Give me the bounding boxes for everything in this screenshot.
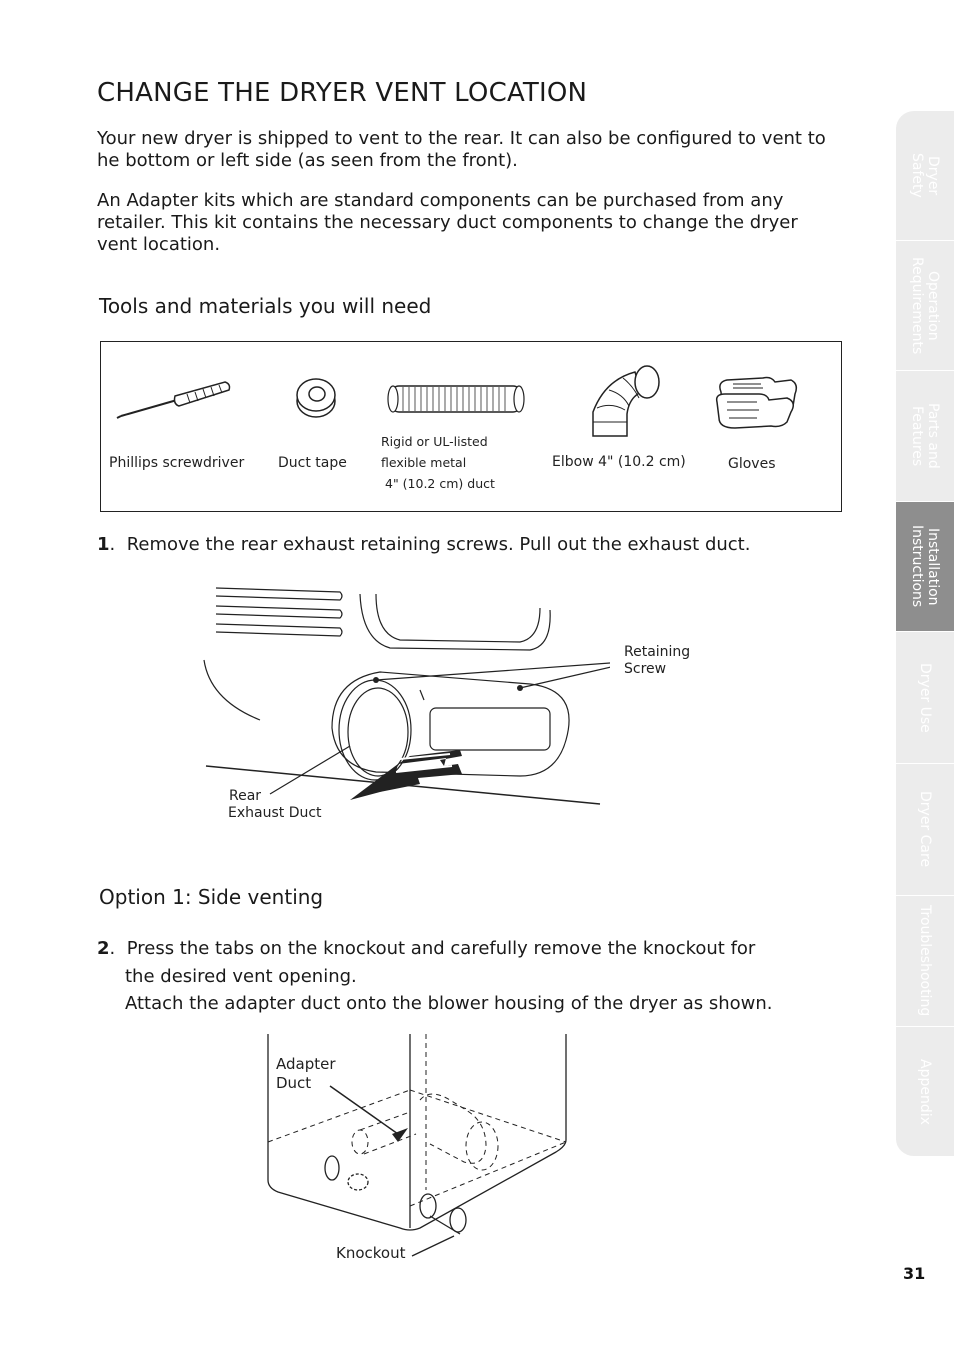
tab-dryer-safety[interactable] (896, 111, 954, 241)
tab-dryer-use-label: Dryer Use (917, 662, 933, 733)
tab-dryer-use[interactable] (896, 632, 954, 764)
step-1-text: Remove the rear exhaust retaining screws. Pull out the exhaust duct. (126, 534, 751, 555)
page-number: 31 (903, 1264, 926, 1283)
screwdriver-icon (115, 378, 245, 422)
flexible-duct-icon (385, 382, 527, 416)
rear-exhaust-label-1: Rear (229, 788, 262, 804)
adapter-duct-callout (276, 1055, 336, 1093)
tools-box (100, 341, 842, 512)
tab-parts-and-features[interactable] (896, 371, 954, 502)
tool-elbow-label: Elbow 4" (10.2 cm) (552, 454, 686, 470)
step-2: 2. Press the tabs on the knockout and carefully remove the knockout for the desired vent opening. Attach the adapter duct onto the blower housing of the dryer as shown. (97, 938, 773, 1014)
tab-operation-requirements-label: Operation Requirements (909, 256, 941, 355)
adapter-duct-label-2: Duct (276, 1074, 312, 1092)
intro-paragraph-2: An Adapter kits which are standard components can be purchased from any retailer. This kit contains the necessary duct components to change the dryer vent location. (97, 190, 798, 255)
adapter-duct-label-1: Adapter (276, 1055, 336, 1073)
tools-heading: Tools and materials you will need (99, 294, 432, 318)
step-2-line-1: Press the tabs on the knockout and carefully remove the knockout for (126, 938, 756, 959)
tab-appendix-label: Appendix (917, 1058, 933, 1125)
rear-exhaust-callout (228, 788, 322, 822)
step-1-number: 1 (97, 534, 110, 555)
tab-troubleshooting[interactable] (896, 896, 954, 1027)
tool-screwdriver-label: Phillips screwdriver (109, 455, 245, 471)
tool-tape-label: Duct tape (278, 455, 347, 471)
tool-gloves-label: Gloves (728, 456, 776, 472)
retaining-screw-label-1: Retaining (624, 644, 691, 660)
step-2-number: 2 (97, 938, 110, 959)
tab-installation-instructions[interactable] (896, 502, 954, 632)
elbow-icon (585, 364, 665, 440)
tab-dryer-care[interactable] (896, 764, 954, 896)
duct-tape-icon (293, 375, 339, 421)
step-2-line-2: the desired vent opening. (125, 965, 357, 987)
rear-exhaust-label-2: Exhaust Duct (228, 805, 322, 821)
tab-operation-requirements[interactable] (896, 241, 954, 371)
tab-installation-instructions-label: Installation Instructions (909, 525, 941, 608)
retaining-screw-label-2: Screw (624, 661, 667, 677)
retaining-screw-callout (624, 644, 690, 678)
tab-dryer-safety-label: Dryer Safety (909, 153, 941, 198)
tab-dryer-care-label: Dryer Care (917, 791, 933, 868)
page-title: CHANGE THE DRYER VENT LOCATION (97, 78, 588, 108)
tool-duct-label-1: Rigid or UL-listed (381, 434, 488, 449)
tool-duct-label-3: 4" (10.2 cm) duct (385, 476, 495, 491)
tool-duct-label-2: flexible metal (381, 455, 467, 470)
intro-paragraph-1: Your new dryer is shipped to vent to the rear. It can also be configured to vent to he bottom or left side (as seen from the front). (97, 128, 826, 171)
tab-troubleshooting-label: Troubleshooting (917, 905, 933, 1017)
rear-exhaust-diagram (200, 580, 610, 810)
step-2-line-3: Attach the adapter duct onto the blower housing of the dryer as shown. (125, 993, 773, 1014)
step-1: 1. Remove the rear exhaust retaining screws. Pull out the exhaust duct. (97, 534, 751, 555)
option-1-heading: Option 1: Side venting (99, 885, 324, 909)
tab-appendix[interactable] (896, 1027, 954, 1157)
gloves-icon (713, 372, 801, 430)
tab-parts-and-features-label: Parts and Features (909, 403, 941, 469)
knockout-label: Knockout (336, 1244, 406, 1262)
